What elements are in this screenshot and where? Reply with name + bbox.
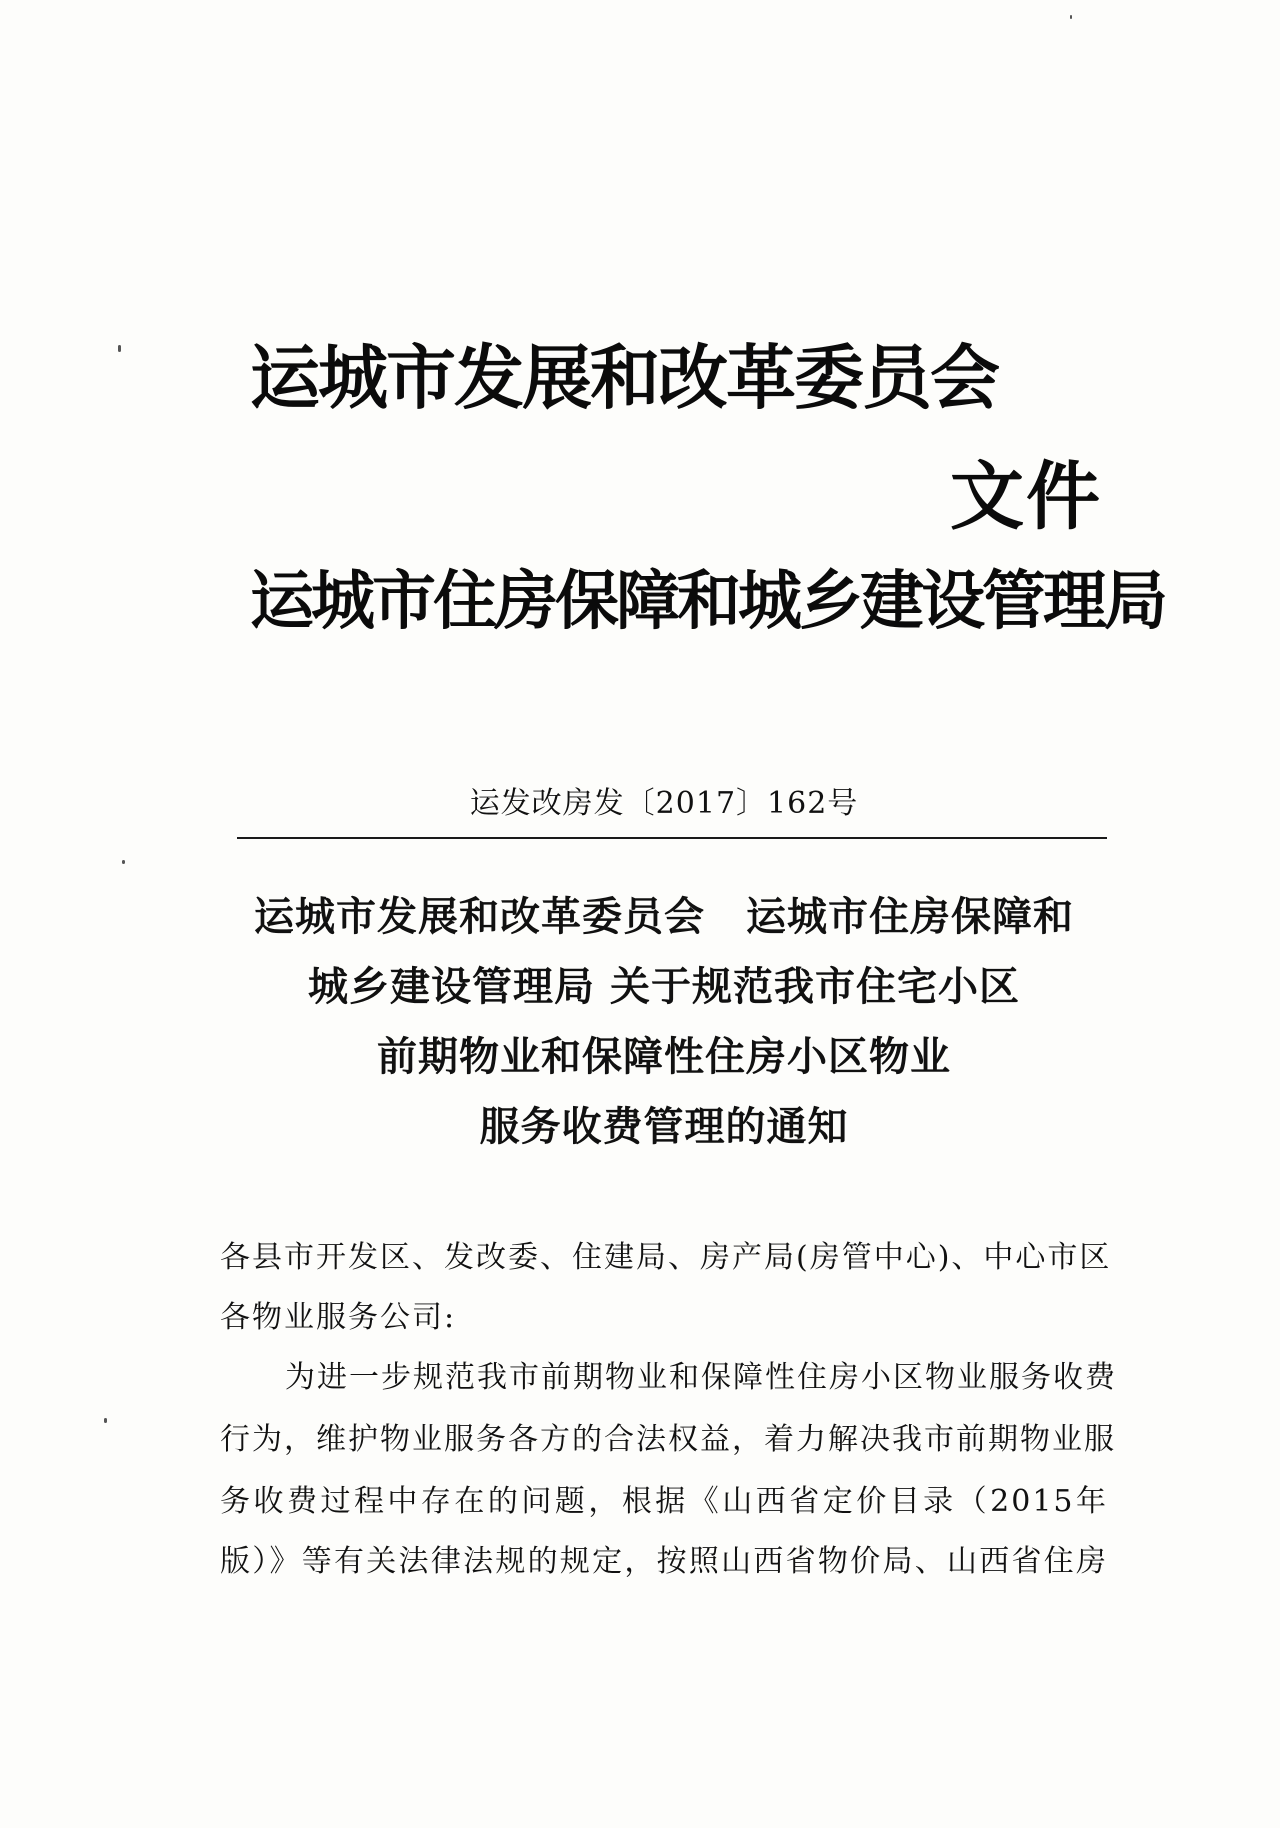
scan-speck <box>104 1418 107 1423</box>
scan-speck <box>1070 15 1072 19</box>
notice-title-line: 城乡建设管理局 关于规范我市住宅小区 <box>308 964 1020 1010</box>
notice-title-line: 前期物业和保障性住房小区物业 <box>377 1034 951 1080</box>
scan-speck <box>118 345 121 352</box>
body-text-line: 为进一步规范我市前期物业和保障性住房小区物业服务收费 <box>285 1360 1117 1395</box>
notice-title-line: 运城市发展和改革委员会 运城市住房保障和 <box>254 894 1074 940</box>
body-text-line: 行为，维护物业服务各方的合法权益，着力解决我市前期物业服 <box>220 1422 1116 1457</box>
notice-title-line: 服务收费管理的通知 <box>479 1104 849 1150</box>
header-divider <box>237 837 1107 839</box>
body-text-line: 务收费过程中存在的问题，根据《山西省定价目录（2015年 <box>220 1484 1108 1519</box>
addressee-line: 各物业服务公司: <box>220 1300 457 1335</box>
issuer-name-development-reform: 运城市发展和改革委员会 <box>250 337 998 419</box>
body-text-line: 版）》等有关法律法规的规定，按照山西省物价局、山西省住房 <box>220 1544 1108 1579</box>
scan-speck <box>122 860 125 864</box>
issuer-name-housing-bureau: 运城市住房保障和城乡建设管理局 <box>250 565 1165 639</box>
document-number: 运发改房发〔2017〕162号 <box>469 786 859 821</box>
document-type-label: 文件 <box>950 454 1102 540</box>
addressee-line: 各县市开发区、发改委、住建局、房产局(房管中心)、中心市区 <box>220 1240 1112 1275</box>
